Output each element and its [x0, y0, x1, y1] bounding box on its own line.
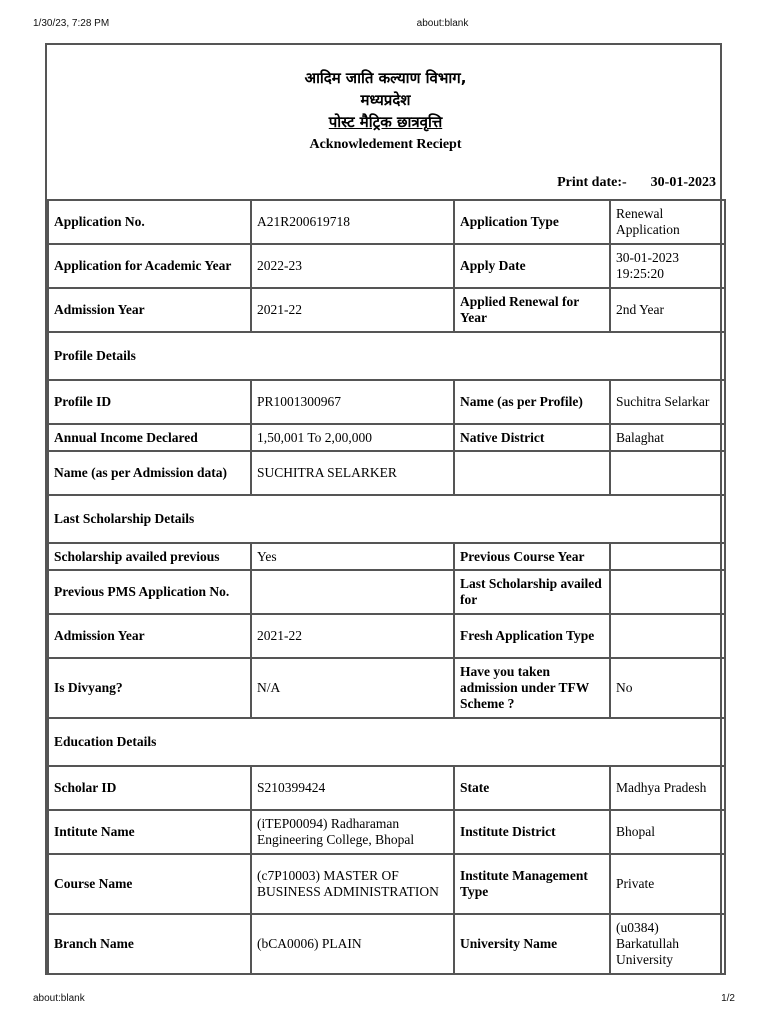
table-row — [48, 914, 725, 974]
previous-pms-label: Previous PMS Application No. — [48, 570, 251, 614]
print-date-label: Print date:- — [557, 175, 627, 190]
table-row — [48, 766, 725, 810]
print-page-url: about:blank — [416, 18, 469, 29]
application-type-label: Application Type — [454, 200, 610, 244]
previous-course-year-value — [610, 543, 725, 570]
apply-date-value: 30-01-2023 19:25:20 — [610, 244, 725, 288]
table-row — [48, 244, 725, 288]
application-no-value: A21R200619718 — [251, 200, 454, 244]
last-availed-for-label: Last Scholarship availed for — [454, 570, 610, 614]
tfw-scheme-value: No — [610, 658, 725, 718]
university-name-label: University Name — [454, 914, 610, 974]
profile-name-label: Name (as per Profile) — [454, 380, 610, 424]
profile-details-heading: Profile Details — [48, 332, 725, 380]
scholar-id-value: S210399424 — [251, 766, 454, 810]
fresh-application-type-label: Fresh Application Type — [454, 614, 610, 658]
divyang-label: Is Divyang? — [48, 658, 251, 718]
institute-district-value: Bhopal — [610, 810, 725, 854]
print-date-value: 30-01-2023 — [650, 175, 716, 190]
scholarship-admission-year-value: 2021-22 — [251, 614, 454, 658]
course-name-label: Course Name — [48, 854, 251, 914]
apply-date-label: Apply Date — [454, 244, 610, 288]
profile-id-label: Profile ID — [48, 380, 251, 424]
document-header — [47, 67, 724, 157]
institute-district-label: Institute District — [454, 810, 610, 854]
institute-name-value: (iTEP00094) Radharaman Engineering College, Bhopal — [251, 810, 454, 854]
application-no-label: Application No. — [48, 200, 251, 244]
application-type-value: Renewal Application — [610, 200, 725, 244]
native-district-label: Native District — [454, 424, 610, 451]
institute-name-label: Intitute Name — [48, 810, 251, 854]
details-table — [47, 199, 726, 975]
empty-cell — [454, 451, 610, 495]
academic-year-label: Application for Academic Year — [48, 244, 251, 288]
table-row — [48, 424, 725, 451]
last-scholarship-heading: Last Scholarship Details — [48, 495, 725, 543]
university-name-value: (u0384) Barkatullah University — [610, 914, 725, 974]
scheme-title: पोस्ट मैट्रिक छात्रवृत्ति — [328, 113, 443, 131]
state-title: मध्यप्रदेश — [360, 91, 411, 109]
table-row — [48, 543, 725, 570]
print-datetime: 1/30/23, 7:28 PM — [33, 18, 110, 29]
footer-page-number: 1/2 — [721, 993, 735, 1004]
table-row — [48, 200, 725, 244]
admission-year-value: 2021-22 — [251, 288, 454, 332]
table-row — [48, 288, 725, 332]
table-row — [48, 570, 725, 614]
admission-name-label: Name (as per Admission data) — [48, 451, 251, 495]
divyang-value: N/A — [251, 658, 454, 718]
profile-name-value: Suchitra Selarkar — [610, 380, 725, 424]
acknowledgement-receipt — [45, 43, 722, 975]
state-label: State — [454, 766, 610, 810]
scholar-id-label: Scholar ID — [48, 766, 251, 810]
management-type-value: Private — [610, 854, 725, 914]
admission-name-value: SUCHITRA SELARKER — [251, 451, 454, 495]
section-row — [48, 495, 725, 543]
renewal-year-label: Applied Renewal for Year — [454, 288, 610, 332]
table-row — [48, 451, 725, 495]
native-district-value: Balaghat — [610, 424, 725, 451]
table-row — [48, 658, 725, 718]
print-date — [557, 175, 716, 191]
section-row — [48, 718, 725, 766]
profile-id-value: PR1001300967 — [251, 380, 454, 424]
department-title: आदिम जाति कल्याण विभाग, — [304, 69, 467, 87]
state-value: Madhya Pradesh — [610, 766, 725, 810]
academic-year-value: 2022-23 — [251, 244, 454, 288]
section-row — [48, 332, 725, 380]
table-row — [48, 810, 725, 854]
scholarship-availed-label: Scholarship availed previous — [48, 543, 251, 570]
receipt-subtitle: Acknowledement Reciept — [309, 137, 462, 152]
branch-name-value: (bCA0006) PLAIN — [251, 914, 454, 974]
last-availed-for-value — [610, 570, 725, 614]
empty-cell — [610, 451, 725, 495]
previous-pms-value — [251, 570, 454, 614]
table-row — [48, 380, 725, 424]
admission-year-label: Admission Year — [48, 288, 251, 332]
table-row — [48, 854, 725, 914]
previous-course-year-label: Previous Course Year — [454, 543, 610, 570]
tfw-scheme-label: Have you taken admission under TFW Scheme ? — [454, 658, 610, 718]
table-row — [48, 614, 725, 658]
annual-income-label: Annual Income Declared — [48, 424, 251, 451]
education-details-heading: Education Details — [48, 718, 725, 766]
management-type-label: Institute Management Type — [454, 854, 610, 914]
fresh-application-type-value — [610, 614, 725, 658]
scholarship-availed-value: Yes — [251, 543, 454, 570]
annual-income-value: 1,50,001 To 2,00,000 — [251, 424, 454, 451]
footer-page-url: about:blank — [33, 993, 85, 1004]
branch-name-label: Branch Name — [48, 914, 251, 974]
renewal-year-value: 2nd Year — [610, 288, 725, 332]
scholarship-admission-year-label: Admission Year — [48, 614, 251, 658]
course-name-value: (c7P10003) MASTER OF BUSINESS ADMINISTRATION — [251, 854, 454, 914]
